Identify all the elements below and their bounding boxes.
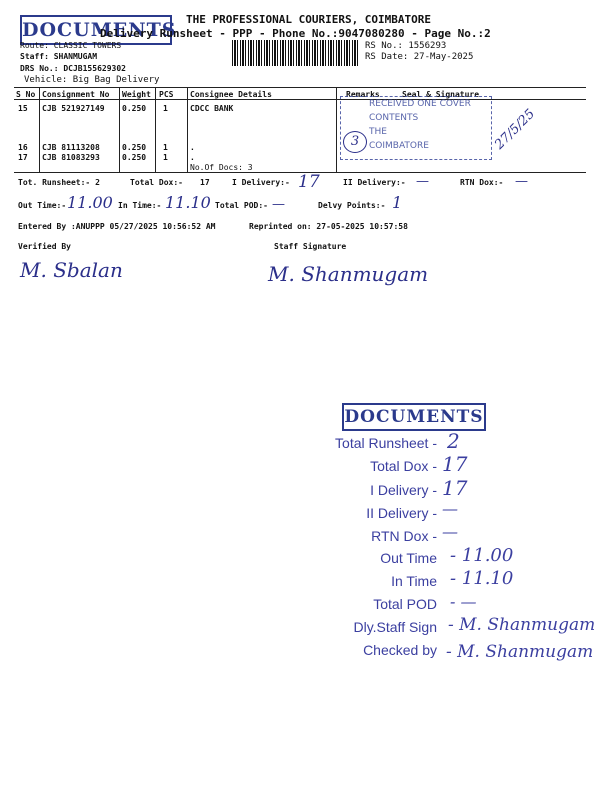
out-time-value: 11.00 xyxy=(67,193,113,212)
stamp-ii-delivery-value: — xyxy=(442,499,458,518)
seal-line: CONTENTS xyxy=(369,113,419,123)
table-row: . xyxy=(190,143,195,152)
reprinted-on: Reprinted on: 27-05-2025 10:57:58 xyxy=(249,222,408,231)
documents-stamp-bottom: DOCUMENTS xyxy=(342,403,486,431)
route: Route: CLASSIC TOWERS xyxy=(20,41,122,50)
barcode xyxy=(232,40,358,66)
total-dox-label: Total Dox:- xyxy=(130,178,183,187)
table-row: 15 xyxy=(18,104,28,113)
vehicle: Vehicle: Big Bag Delivery xyxy=(24,75,160,85)
seal-circle-number: 3 xyxy=(343,131,367,153)
out-time-label: Out Time:- xyxy=(18,201,67,210)
stamp-out-time-value: - 11.00 xyxy=(450,545,514,566)
col-sep xyxy=(336,87,337,172)
rs-date: RS Date: 27-May-2025 xyxy=(365,52,474,62)
table-row: CJB 521927149 xyxy=(42,104,105,113)
table-row: . xyxy=(190,153,195,162)
col-sep xyxy=(39,87,40,172)
table-row: 17 xyxy=(18,153,28,162)
seal-line: RECEIVED ONE COVER xyxy=(369,99,471,109)
table-header-line xyxy=(14,99,586,100)
table-row: CJB 81083293 xyxy=(42,153,100,162)
total-pod-value: — xyxy=(272,197,285,212)
stamp-total-runsheet-label: Total Runsheet - xyxy=(335,435,437,451)
staff-signature-label: Staff Signature xyxy=(274,242,347,251)
seal-line: COIMBATORE xyxy=(369,141,429,151)
table-top-line xyxy=(14,87,586,88)
header-pcs: PCS xyxy=(159,90,174,99)
table-row: 0.250 xyxy=(122,104,147,113)
table-row: CJB 81113208 xyxy=(42,143,100,152)
table-row: 0.250 xyxy=(122,143,147,152)
stamp-staff-sign-value: - M. Shanmugam xyxy=(448,615,596,635)
stamp-total-pod-value: - — xyxy=(450,592,477,611)
stamp-total-pod-label: Total POD xyxy=(373,596,437,612)
header-details: Consignee Details xyxy=(190,90,272,99)
receipt-seal xyxy=(340,96,492,160)
runsheet-title: Delivery Runsheet - PPP - Phone No.:9047080280 - Page No.:2 xyxy=(100,27,491,40)
table-row: 1 xyxy=(163,153,168,162)
staff-handwritten-signature: M. Shanmugam xyxy=(268,262,429,286)
header-consignment: Consignment No xyxy=(42,90,110,99)
documents-stamp: DOCUMENTS xyxy=(20,15,172,45)
i-delivery-value: 17 xyxy=(298,172,320,192)
col-sep xyxy=(155,87,156,172)
i-delivery-label: I Delivery:- xyxy=(232,178,290,187)
delvy-points-label: Delvy Points:- xyxy=(318,201,386,210)
rtn-dox-value: — xyxy=(515,174,528,189)
stamp-checked-by-label: Checked by xyxy=(363,642,437,658)
stamp-staff-sign-label: Dly.Staff Sign xyxy=(353,619,437,635)
stamp-i-delivery-value: 17 xyxy=(442,476,468,500)
entered-by: Entered By :ANUPPP 05/27/2025 10:56:52 AM xyxy=(18,222,216,231)
header-seal: Seal & Signature xyxy=(402,90,480,99)
total-dox-value: 17 xyxy=(200,178,210,187)
table-row: 1 xyxy=(163,143,168,152)
in-time-value: 11.10 xyxy=(165,193,211,212)
in-time-label: In Time:- xyxy=(118,201,162,210)
verified-by-label: Verified By xyxy=(18,242,71,251)
verified-signature: M. Sbalan xyxy=(20,258,123,282)
col-sep xyxy=(187,87,188,172)
total-pod-label: Total POD:- xyxy=(215,201,268,210)
stamp-in-time-value: - 11.10 xyxy=(450,568,514,589)
header-sno: S No xyxy=(16,90,36,99)
col-sep xyxy=(119,87,120,172)
stamp-checked-by-value: - M. Shanmugam xyxy=(446,642,594,662)
table-row: CDCC BANK xyxy=(190,104,234,113)
tot-runsheet: Tot. Runsheet:- 2 xyxy=(18,178,100,187)
stamp-in-time-label: In Time xyxy=(391,573,437,589)
staff: Staff: SHANMUGAM xyxy=(20,52,98,61)
header-remarks: Remarks xyxy=(346,90,380,99)
no-of-docs: No.Of Docs: 3 xyxy=(190,163,253,172)
stamp-total-dox-value: 17 xyxy=(442,452,468,476)
rs-no: RS No.: 1556293 xyxy=(365,41,447,51)
table-row: 16 xyxy=(18,143,28,152)
drs-no: DRS No.: DCJB155629302 xyxy=(20,64,126,73)
rtn-dox-label: RTN Dox:- xyxy=(460,178,504,187)
stamp-rtn-dox-label: RTN Dox - xyxy=(371,528,437,544)
delvy-points-value: 1 xyxy=(392,193,403,212)
seal-signature: 27/5/25 xyxy=(492,106,539,153)
stamp-rtn-dox-value: — xyxy=(442,522,458,541)
stamp-i-delivery-label: I Delivery - xyxy=(370,482,437,498)
ii-delivery-value: — xyxy=(416,174,429,189)
ii-delivery-label: II Delivery:- xyxy=(343,178,406,187)
stamp-ii-delivery-label: II Delivery - xyxy=(366,505,437,521)
table-row: 0.250 xyxy=(122,153,147,162)
table-row: 1 xyxy=(163,104,168,113)
stamp-total-dox-label: Total Dox - xyxy=(370,458,437,474)
stamp-out-time-label: Out Time xyxy=(380,550,437,566)
company-title: THE PROFESSIONAL COURIERS, COIMBATORE xyxy=(186,13,432,26)
stamp-total-runsheet-value: 2 xyxy=(447,429,460,453)
header-weight: Weight xyxy=(122,90,151,99)
seal-line: THE xyxy=(369,127,387,137)
